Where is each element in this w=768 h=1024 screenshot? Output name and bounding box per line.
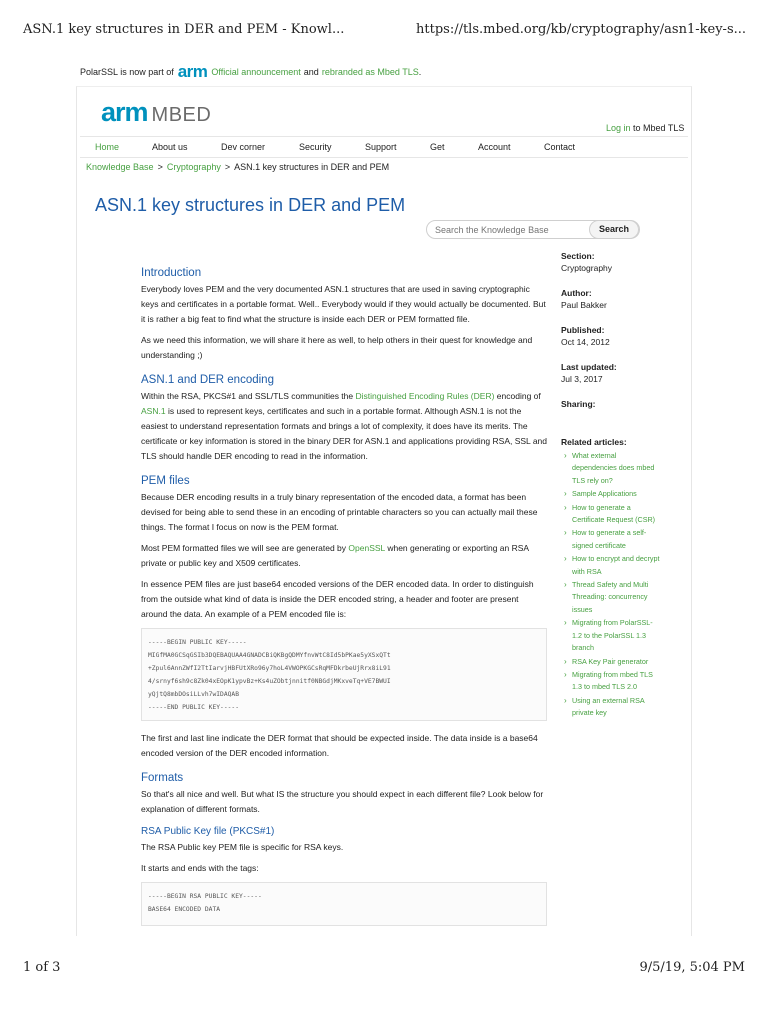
article-sidebar xyxy=(561,250,661,721)
nav-account[interactable]: Account xyxy=(478,142,511,152)
banner-prefix: PolarSSL is now part of xyxy=(80,67,174,77)
related-article-link[interactable]: › Migrating from mbed TLS 1.3 to mbed TLS 2.0 xyxy=(564,669,653,692)
chevron-right-icon: › xyxy=(564,528,567,538)
arm-mbed-logo[interactable] xyxy=(101,97,211,128)
subsection-heading-rsa-public-key: RSA Public Key file (PKCS#1) xyxy=(141,826,275,837)
rsa-paragraph-2: It starts and ends with the tags: xyxy=(141,863,259,873)
sharing-label: Sharing: xyxy=(561,399,596,409)
nav-security[interactable]: Security xyxy=(299,142,332,152)
chevron-right-icon: › xyxy=(564,451,567,460)
formats-paragraph: So that's all nice and well. But what IS the structure you should expect in each different file? Look below for explanation of different formats. xyxy=(141,789,544,814)
print-page-number: 1 of 3 xyxy=(23,960,61,975)
chevron-right-icon: › xyxy=(564,669,567,679)
pem-paragraph-2 xyxy=(141,541,547,571)
nav-support[interactable]: Support xyxy=(365,142,397,152)
author-value: Paul Bakker xyxy=(561,300,607,310)
nav-get[interactable]: Get xyxy=(430,142,445,152)
page-title: ASN.1 key structures in DER and PEM xyxy=(95,195,406,215)
search-button[interactable]: Search xyxy=(589,220,639,239)
pem-text-after: when generating or exporting an RSA private or public key and X509 certificates. xyxy=(141,543,529,568)
print-page-title: ASN.1 key structures in DER and PEM - Knowl... xyxy=(23,22,345,37)
main-nav xyxy=(80,136,688,158)
der-text-before: Within the RSA, PKCS#1 and SSL/TLS communities the xyxy=(141,391,354,401)
chevron-right-icon: › xyxy=(564,580,567,590)
related-articles-title: Related articles: xyxy=(561,437,627,447)
chevron-right-icon: › xyxy=(564,656,567,666)
pem-paragraph-3: In essence PEM files are just base64 encoded versions of the DER encoded data. In order to distinguish from the outside what kind of data is inside the DER encoded string, a header and footer are present around the data. An example of a PEM encoded file is: xyxy=(141,579,534,619)
section-label: Section: xyxy=(561,251,595,261)
breadcrumb-separator: > xyxy=(224,162,231,172)
print-page-url: https://tls.mbed.org/kb/cryptography/asn1-key-s... xyxy=(416,22,747,37)
banner-and: and xyxy=(303,67,319,77)
related-article-link[interactable]: › RSA Key Pair generator xyxy=(561,656,661,668)
der-text-mid: encoding of xyxy=(496,391,541,401)
announcement-banner xyxy=(80,62,422,81)
logo-mbed: MBED xyxy=(151,104,212,126)
related-article-link[interactable]: › How to encrypt and decrypt with RSA xyxy=(564,554,660,576)
chevron-right-icon: › xyxy=(564,554,567,564)
published-label: Published: xyxy=(561,325,605,335)
breadcrumb-current: ASN.1 key structures in DER and PEM xyxy=(234,162,390,172)
login-link[interactable]: Log in xyxy=(606,123,631,133)
section-heading-der: ASN.1 and DER encoding xyxy=(141,374,274,386)
der-paragraph xyxy=(141,389,547,464)
chevron-right-icon: › xyxy=(564,695,567,705)
rsa-paragraph-1: The RSA Public key PEM file is specific for RSA keys. xyxy=(141,842,344,852)
related-article-link[interactable]: › What external dependencies does mbed TLS rely on? xyxy=(564,451,655,485)
intro-paragraph-1: Everybody loves PEM and the very documented ASN.1 structures that are used in saving cryptographic keys and certificates in a portable format. Well.. Everybody would if they would actually be documented. But it is rather a big feat to find what the structure is inside each DER or PEM formatted file. xyxy=(141,284,546,324)
der-link[interactable]: Distinguished Encoding Rules (DER) xyxy=(355,391,495,401)
nav-home[interactable]: Home xyxy=(95,142,120,152)
published-value: Oct 14, 2012 xyxy=(561,337,610,347)
pem-paragraph-4: The first and last line indicate the DER format that should be expected inside. The data inside is a base64 encoded version of the DER encoded information. xyxy=(141,733,538,758)
asn1-link[interactable]: ASN.1 xyxy=(141,406,166,416)
section-heading-formats: Formats xyxy=(141,772,184,784)
nav-contact[interactable]: Contact xyxy=(544,142,576,152)
author-label: Author: xyxy=(561,288,592,298)
chevron-right-icon: › xyxy=(564,502,567,512)
login-suffix: to Mbed TLS xyxy=(633,123,685,133)
breadcrumb-cryptography[interactable]: Cryptography xyxy=(166,162,221,172)
related-article-link[interactable]: › Thread Safety and Multi Threading: concurrency issues xyxy=(564,580,649,614)
section-heading-pem: PEM files xyxy=(141,475,190,487)
login-area xyxy=(606,123,684,133)
intro-paragraph-2: As we need this information, we will share it here as well, to help others in their quest for knowledge and understanding ;) xyxy=(141,335,533,360)
article-content xyxy=(141,266,547,936)
rebranded-link[interactable]: rebranded as Mbed TLS xyxy=(321,67,419,77)
der-text-after: is used to represent keys, certificates and such in a portable format. Although ASN.1 is not the easiest to understand representation formats and brings a lot of complexity, it does have its merits. The certificate or key information is stored in the binary DER for ASN.1 and applications providing RSA, SSL and TLS should handle DER encoding to read in the information. xyxy=(141,406,547,461)
breadcrumb-separator: > xyxy=(157,162,163,172)
banner-suffix: . xyxy=(418,67,422,77)
print-footer xyxy=(0,956,768,986)
official-announcement-link[interactable]: Official announcement xyxy=(211,67,301,77)
last-updated-label: Last updated: xyxy=(561,362,617,372)
arm-logo-small: arm xyxy=(177,62,208,81)
openssl-link[interactable]: OpenSSL xyxy=(348,543,385,553)
search-input[interactable] xyxy=(435,223,585,237)
last-updated-value: Jul 3, 2017 xyxy=(561,374,603,384)
rsa-tags-code: -----BEGIN RSA PUBLIC KEY----- BASE64 ENCODED DATA xyxy=(141,882,547,926)
breadcrumb xyxy=(86,162,389,172)
related-article-link[interactable]: › Migrating from PolarSSL-1.2 to the PolarSSL 1.3 branch xyxy=(564,618,653,653)
related-article-link[interactable]: › Sample Applications xyxy=(561,488,661,500)
nav-dev-corner[interactable]: Dev corner xyxy=(221,142,266,152)
logo-arm: arm xyxy=(101,97,148,127)
pem-example-code: -----BEGIN PUBLIC KEY----- MIGfMA0GCSqGSIb3DQEBAQUAA4GNADCBiQKBgQDMYfnvWtC8Id5bPKae5yXSxQTt +Zpul6AnnZWfI2TtIarvjHBFUtXRo96y7hoL4VWOPKGCsRqMFDkrbeUjRrx8iL91 4/srnyf6sh9c8Zk04xEOpK1ypvBz+Ks4uZObtjnnitf0NBGdjMKxveTq+VE7BWUI yQjtQ8mbDOsiLLvh7wIDAQAB -----END PUBLIC KEY----- xyxy=(141,628,547,721)
chevron-right-icon: › xyxy=(564,618,567,628)
nav-about-us[interactable]: About us xyxy=(152,142,188,152)
section-value: Cryptography xyxy=(561,263,613,273)
print-header xyxy=(0,0,768,60)
section-heading-introduction: Introduction xyxy=(141,267,202,279)
related-article-link[interactable]: › How to generate a self-signed certificate xyxy=(564,528,647,550)
related-articles-list xyxy=(561,450,661,720)
pem-paragraph-1: Because DER encoding results in a truly binary representation of the encoded data, a format has been devised for being able to send these in an encoding of printable characters so you can actually mail these things. The format I focus on now is the PEM format. xyxy=(141,492,538,532)
related-article-link[interactable]: › Using an external RSA private key xyxy=(564,695,645,718)
related-article-link[interactable]: › How to generate a Certificate Request (CSR) xyxy=(564,502,656,525)
breadcrumb-knowledge-base[interactable]: Knowledge Base xyxy=(86,162,154,172)
print-datetime: 9/5/19, 5:04 PM xyxy=(639,960,745,975)
pem-text-before: Most PEM formatted files we will see are generated by xyxy=(141,543,347,553)
chevron-right-icon: › xyxy=(564,489,567,499)
knowledge-base-search xyxy=(426,220,640,239)
